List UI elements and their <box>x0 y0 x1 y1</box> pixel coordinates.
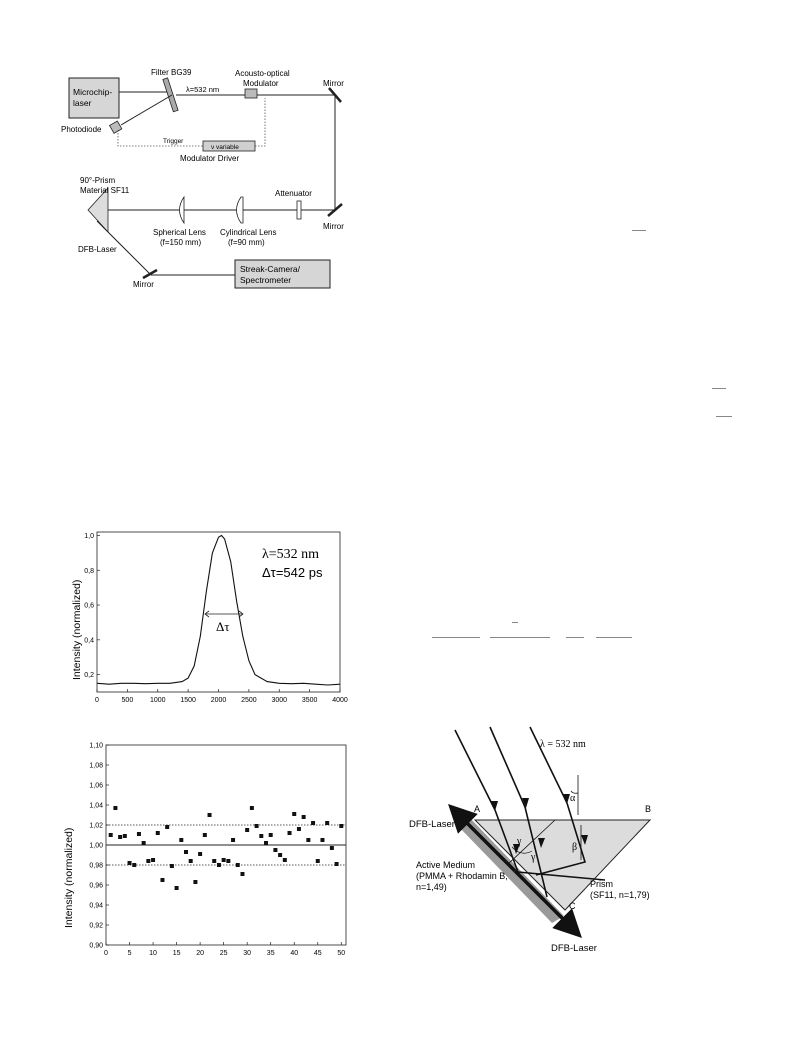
data-point <box>160 878 164 882</box>
fwhm-marker-label: Δτ <box>216 619 230 634</box>
y-tick-label: 0,98 <box>89 862 103 870</box>
data-point <box>297 827 301 831</box>
driver-to-aom-line <box>255 98 265 146</box>
y-tick-label: 1,0 <box>84 532 94 540</box>
data-point <box>283 858 287 862</box>
x-tick-label: 1500 <box>180 697 196 704</box>
setup-prism-label-2: Material SF11 <box>80 186 130 195</box>
stability-chart <box>0 720 360 955</box>
y-tick-label: 1,00 <box>89 842 103 850</box>
cylindrical-lens-label-2: (f=90 mm) <box>228 238 265 247</box>
x-tick-label: 10 <box>149 950 157 955</box>
pulse-ylabel: Intensity (normalized) <box>71 579 83 680</box>
corner-c-label: C <box>569 901 576 911</box>
mirror-bottom <box>143 270 157 278</box>
gamma-label-1: γ <box>517 836 522 847</box>
data-point <box>335 862 339 866</box>
x-tick-label: 2500 <box>241 697 257 704</box>
data-point <box>245 828 249 832</box>
data-point <box>170 864 174 868</box>
scan-mark <box>596 637 632 638</box>
y-tick-label: 0,90 <box>89 942 103 950</box>
scan-mark <box>512 622 518 623</box>
y-tick-label: 0,2 <box>84 672 94 680</box>
scan-mark <box>432 637 480 638</box>
streak-label-2: Spectrometer <box>240 275 292 285</box>
beam-filter-photodiode <box>121 95 172 125</box>
x-tick-label: 35 <box>266 950 275 955</box>
x-tick-label: 3000 <box>271 697 288 704</box>
y-tick-label: 0,92 <box>89 922 103 930</box>
setup-prism-label-1: 90°-Prism <box>80 176 116 185</box>
y-tick-label: 0,8 <box>84 567 94 575</box>
corner-b-label: B <box>645 804 652 814</box>
data-point <box>132 863 136 867</box>
attenuator-label: Attenuator <box>275 189 312 198</box>
attenuator <box>297 201 301 219</box>
data-point <box>306 838 310 842</box>
aom-label-2: Modulator <box>243 79 279 88</box>
data-point <box>208 813 212 817</box>
y-tick-label: 1,10 <box>89 742 103 750</box>
cylindrical-lens-label-1: Cylindrical Lens <box>220 228 277 237</box>
data-point <box>302 815 306 819</box>
x-tick-label: 2000 <box>210 697 227 704</box>
data-point <box>109 833 113 837</box>
data-point <box>240 872 244 876</box>
y-tick-label: 1,02 <box>89 822 103 830</box>
x-tick-label: 15 <box>172 950 181 955</box>
data-point <box>118 835 122 839</box>
trigger-label: Trigger <box>163 138 184 145</box>
setup-diagram <box>0 0 380 300</box>
nu-variable-label: ν variable <box>211 144 239 151</box>
data-point <box>311 821 315 825</box>
data-point <box>128 861 132 865</box>
data-point <box>292 812 296 816</box>
pulse-annotation-width: Δτ=542 ps <box>262 565 323 580</box>
data-point <box>151 858 155 862</box>
spherical-lens-label-1: Spherical Lens <box>153 228 206 237</box>
data-point <box>217 863 221 867</box>
data-point <box>142 841 146 845</box>
data-point <box>212 859 216 863</box>
data-point <box>113 806 117 810</box>
beta-label: β <box>572 842 578 853</box>
data-point <box>231 838 235 842</box>
data-point <box>189 859 193 863</box>
filter-label: Filter BG39 <box>151 68 192 77</box>
data-point <box>146 859 150 863</box>
dfb-bottom-label: DFB-Laser <box>551 943 597 954</box>
x-tick-label: 45 <box>313 950 322 955</box>
data-point <box>203 833 207 837</box>
photodiode-label: Photodiode <box>61 125 102 134</box>
x-tick-label: 0 <box>104 950 108 955</box>
photodiode <box>110 121 122 133</box>
y-tick-label: 0,94 <box>89 902 103 910</box>
data-point <box>236 863 240 867</box>
x-tick-label: 0 <box>95 697 99 704</box>
fwhm-arrow <box>205 611 243 617</box>
microchip-laser-label-2: laser <box>73 98 92 108</box>
mirror-right-label: Mirror <box>323 222 344 231</box>
data-point <box>193 880 197 884</box>
x-tick-label: 5 <box>127 950 132 955</box>
data-point <box>179 838 183 842</box>
data-point <box>330 846 334 850</box>
data-point <box>320 838 324 842</box>
prism-diagram <box>395 715 695 975</box>
streak-label-1: Streak-Camera/ <box>240 264 300 274</box>
modulator-driver-label: Modulator Driver <box>180 154 240 163</box>
data-point <box>156 831 160 835</box>
y-tick-label: 1,04 <box>89 802 103 810</box>
data-point <box>175 886 179 890</box>
data-point <box>273 848 277 852</box>
active-medium-label-2: (PMMA + Rhodamin B, <box>416 871 508 881</box>
mirror-bottom-label: Mirror <box>133 280 154 289</box>
dfb-top-label: DFB-Laser <box>409 819 455 830</box>
data-point <box>250 806 254 810</box>
microchip-laser-label-1: Microchip- <box>73 87 113 97</box>
alpha-label: α <box>570 793 576 804</box>
trigger-line <box>118 130 203 146</box>
active-medium-label-1: Active Medium <box>416 860 476 870</box>
spherical-lens <box>180 197 185 223</box>
data-point <box>264 841 268 845</box>
aom-box <box>245 89 257 98</box>
prism-wavelength-label: λ = 532 nm <box>540 739 586 750</box>
x-tick-label: 40 <box>290 950 299 955</box>
dfb-laser-label: DFB-Laser <box>78 245 117 254</box>
stability-ylabel: Intensity (normalized) <box>63 827 75 928</box>
mirror-top-right-label: Mirror <box>323 79 344 88</box>
scan-mark <box>712 388 726 389</box>
scan-mark <box>632 230 646 231</box>
filter-bg39 <box>163 78 178 112</box>
data-point <box>184 850 188 854</box>
x-tick-label: 20 <box>196 950 205 955</box>
data-point <box>259 834 263 838</box>
y-tick-label: 1,06 <box>89 782 103 790</box>
x-tick-label: 50 <box>337 950 346 955</box>
data-point <box>269 833 273 837</box>
data-point <box>278 853 282 857</box>
x-tick-label: 25 <box>219 950 228 955</box>
y-tick-label: 0,4 <box>84 637 94 645</box>
gamma-label-2: γ <box>531 852 536 863</box>
data-point <box>339 824 343 828</box>
scan-mark <box>490 637 550 638</box>
spherical-lens-label-2: (f=150 mm) <box>160 238 202 247</box>
data-point <box>325 821 329 825</box>
data-point <box>288 831 292 835</box>
x-tick-label: 3500 <box>301 697 318 704</box>
pulse-chart <box>0 520 360 715</box>
scan-mark <box>566 637 584 638</box>
data-point <box>222 858 226 862</box>
corner-a-label: A <box>474 804 481 814</box>
cylindrical-lens <box>237 197 244 223</box>
x-tick-label: 4000 <box>332 697 348 704</box>
beam-arrow <box>563 794 570 804</box>
y-tick-label: 0,6 <box>84 602 94 610</box>
data-point <box>198 852 202 856</box>
wavelength-label: λ=532 nm <box>186 85 220 94</box>
data-point <box>316 859 320 863</box>
data-point <box>137 832 141 836</box>
aom-label-1: Acousto-optical <box>235 69 290 78</box>
data-point <box>123 834 127 838</box>
prism-label-2: (SF11, n=1,79) <box>590 890 650 900</box>
pulse-annotation-wavelength: λ=532 nm <box>262 547 320 562</box>
data-point <box>255 824 259 828</box>
data-point <box>226 859 230 863</box>
y-tick-label: 1,08 <box>89 762 103 770</box>
x-tick-label: 1000 <box>149 697 166 704</box>
y-tick-label: 0,96 <box>89 882 103 890</box>
x-tick-label: 30 <box>243 950 252 955</box>
scan-mark <box>716 416 732 417</box>
prism-label-1: Prism <box>590 879 613 889</box>
x-tick-label: 500 <box>121 697 134 704</box>
data-point <box>165 825 169 829</box>
beam-arrow <box>491 801 498 811</box>
active-medium-label-3: n=1,49) <box>416 882 447 892</box>
